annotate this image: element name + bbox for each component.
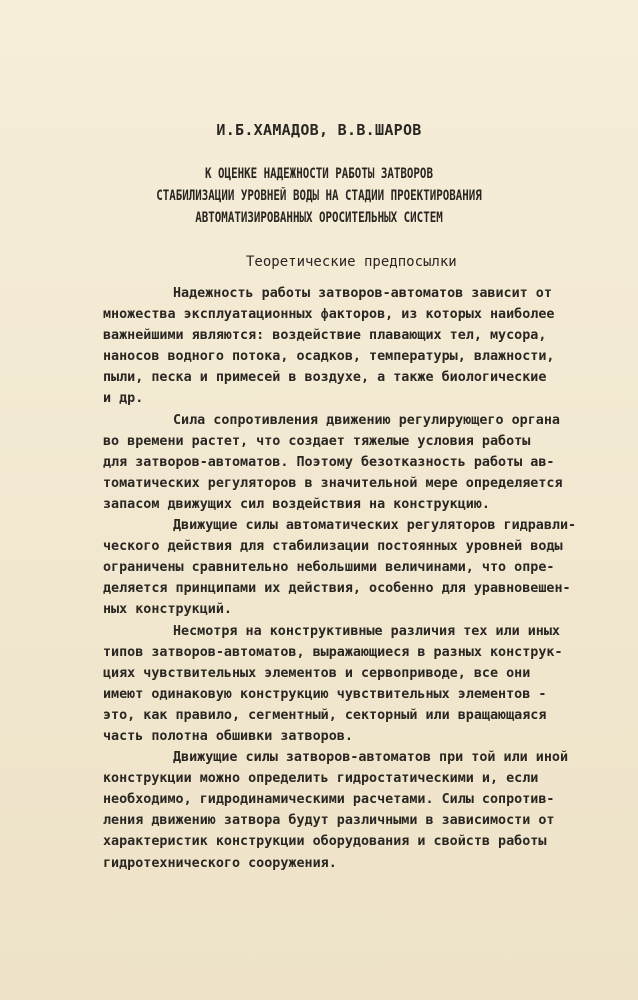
text-line: для затворов-автоматов. Поэтому безотказность работы ав-	[103, 454, 555, 470]
text-line: ных конструкций.	[103, 602, 232, 618]
text-line: запасом движущих сил воздействия на конструкцию.	[103, 496, 490, 512]
text-line: необходимо, гидродинамическими расчетами. Силы сопротив-	[103, 792, 555, 808]
text-line: наносов водного потока, осадков, температуры, влажности,	[103, 349, 555, 365]
text-line: ления движению затвора будут различными в зависимости от	[103, 813, 555, 829]
text-line: имеют одинаковую конструкцию чувствительных элементов -	[103, 686, 547, 702]
section-heading: Теоретические предпосылки	[246, 254, 457, 270]
text-line: Движущие силы затворов-автоматов при той или иной	[173, 750, 569, 766]
text-line: важнейшими являются: воздействие плавающих тел, мусора,	[103, 328, 547, 344]
text-line: конструкции можно определить гидростатическими и, если	[103, 771, 539, 787]
text-line: типов затворов-автоматов, выражающиеся в разных конструк-	[103, 644, 563, 660]
authors: И.Б.ХАМАДОВ, В.В.ШАРОВ	[216, 121, 422, 139]
text-line: ограничены сравнительно небольшими величинами, что опре-	[103, 560, 555, 576]
text-line: пыли, песка и примесей в воздухе, а также биологические	[103, 370, 547, 386]
text-line: во времени растет, что создает тяжелые условия работы	[103, 433, 531, 449]
article-title	[38, 163, 599, 229]
text-line: и др.	[103, 391, 144, 407]
text-line: часть полотна обшивки затворов.	[103, 728, 353, 744]
text-line: Движущие силы автоматических регуляторов гидравли-	[173, 518, 577, 534]
title-line: АВТОМАТИЗИРОВАННЫХ ОРОСИТЕЛЬНЫХ СИСТЕМ	[195, 210, 443, 226]
text-line: Несмотря на конструктивные различия тех или иных	[173, 623, 560, 639]
text-line: характеристик конструкции оборудования и свойств работы	[103, 834, 547, 850]
text-line: Надежность работы затворов-автоматов зависит от	[173, 286, 552, 301]
text-line: это, как правило, сегментный, секторный или вращающаяся	[103, 707, 547, 723]
title-line: К ОЦЕНКЕ НАДЕЖНОСТИ РАБОТЫ ЗАТВОРОВ	[205, 166, 433, 182]
text-line: гидротехнического сооружения.	[103, 855, 337, 871]
body-text	[103, 283, 623, 874]
text-line: деляется принципами их действия, особенно для уравновешен-	[103, 581, 571, 597]
text-line: ческого действия для стабилизации постоянных уровней воды	[103, 539, 563, 555]
text-line: циях чувствительных элементов и сервоприводе, все они	[103, 665, 531, 681]
text-line: Сила сопротивления движению регулирующего органа	[173, 412, 560, 428]
title-line: СТАБИЛИЗАЦИИ УРОВНЕЙ ВОДЫ НА СТАДИИ ПРОЕКТИРОВАНИЯ	[156, 188, 482, 204]
text-line: томатических регуляторов в значительной мере определяется	[103, 475, 563, 491]
text-line: множества эксплуатационных факторов, из которых наиболее	[103, 307, 555, 323]
